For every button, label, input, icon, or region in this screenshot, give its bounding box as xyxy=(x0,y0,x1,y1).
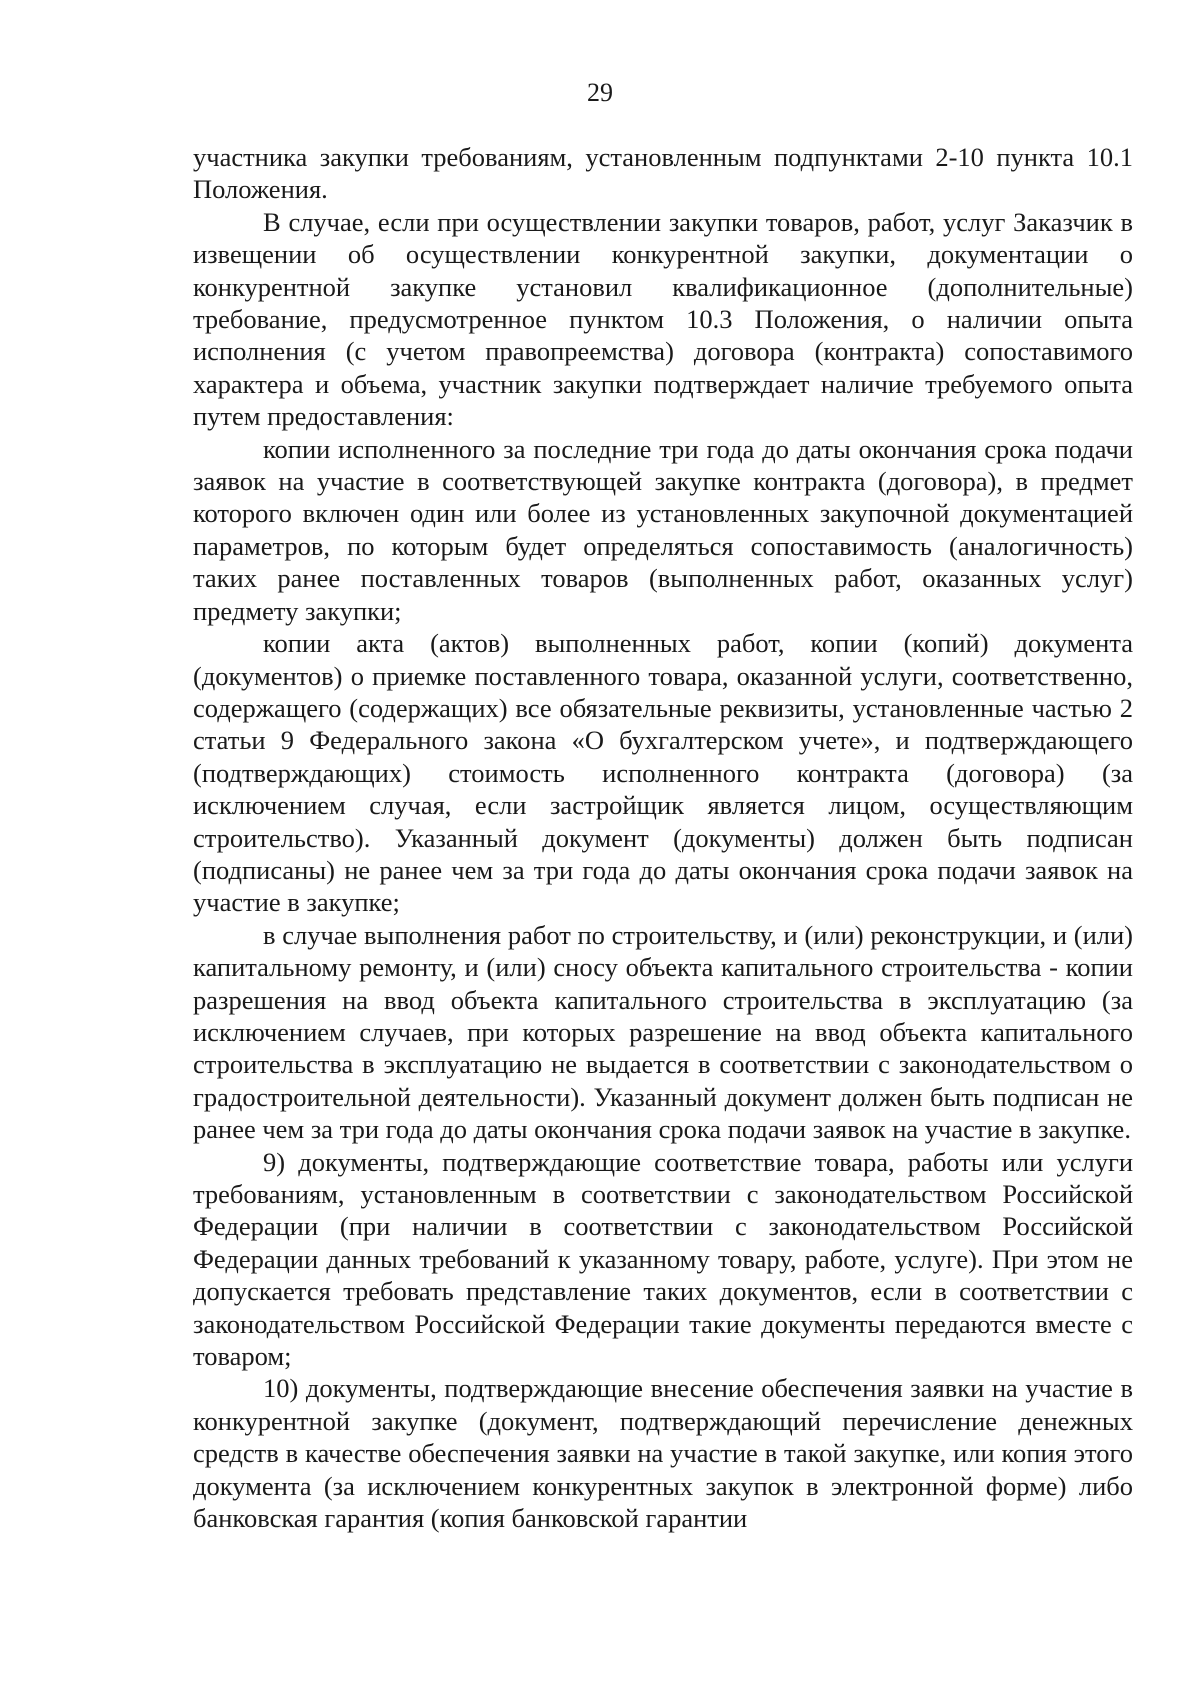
paragraph: копии исполненного за последние три года до даты окончания срока подачи заявок на участие в соответствующей закупке контракта (договора), в предмет которого включен один или более из установленных закупочной документацией параметров, по которым будет определяться сопоставимость (аналогичность) таких ранее поставленных товаров (выполненных работ, оказанных услуг) предмету закупки; xyxy=(193,433,1133,626)
paragraph-item-10: 10) документы, подтверждающие внесение обеспечения заявки на участие в конкурентной закупке (документ, подтверждающий перечисление денежных средств в качестве обеспечения заявки на участие в такой закупке, или копия этого документа (за исключением конкурентных закупок в электронной форме) либо банковская гарантия (копия банковской гарантии xyxy=(193,1373,1133,1534)
paragraph-item-9: 9) документы, подтверждающие соответствие товара, работы или услуги требованиям, установленным в соответствии с законодательством Российской Федерации (при наличии в соответствии с законодательством Российской Федерации данных требований к указанному товару, работе, услуге). При этом не допускается требовать представление таких документов, если в соответствии с законодательством Российской Федерации такие документы передаются вместе с товаром; xyxy=(193,1146,1133,1372)
document-body xyxy=(193,141,1133,1534)
paragraph: копии акта (актов) выполненных работ, копии (копий) документа (документов) о приемке поставленного товара, оказанной услуги, соответственно, содержащего (содержащих) все обязательные реквизиты, установленные частью 2 статьи 9 Федерального закона «О бухгалтерском учете», и подтверждающего (подтверждающих) стоимость исполненного контракта (договора) (за исключением случая, если застройщик является лицом, осуществляющим строительство). Указанный документ (документы) должен быть подписан (подписаны) не ранее чем за три года до даты окончания срока подачи заявок на участие в закупке; xyxy=(193,628,1133,918)
page-number: 29 xyxy=(587,78,613,107)
paragraph: В случае, если при осуществлении закупки товаров, работ, услуг Заказчик в извещении об осуществлении конкурентной закупки, документации о конкурентной закупке установил квалификационное (дополнительные) требование, предусмотренное пунктом 10.3 Положения, о наличии опыта исполнения (с учетом правопреемства) договора (контракта) сопоставимого характера и объема, участник закупки подтверждает наличие требуемого опыта путем предоставления: xyxy=(193,206,1133,432)
paragraph: в случае выполнения работ по строительству, и (или) реконструкции, и (или) капитальному ремонту, и (или) сносу объекта капитального строительства - копии разрешения на ввод объекта капитального строительства в эксплуатацию (за исключением случаев, при которых разрешение на ввод объекта капитального строительства в эксплуатацию не выдается в соответствии с законодательством о градостроительной деятельности). Указанный документ должен быть подписан не ранее чем за три года до даты окончания срока подачи заявок на участие в закупке. xyxy=(193,919,1133,1145)
paragraph: участника закупки требованиям, установленным подпунктами 2-10 пункта 10.1 Положения. xyxy=(193,142,1133,205)
